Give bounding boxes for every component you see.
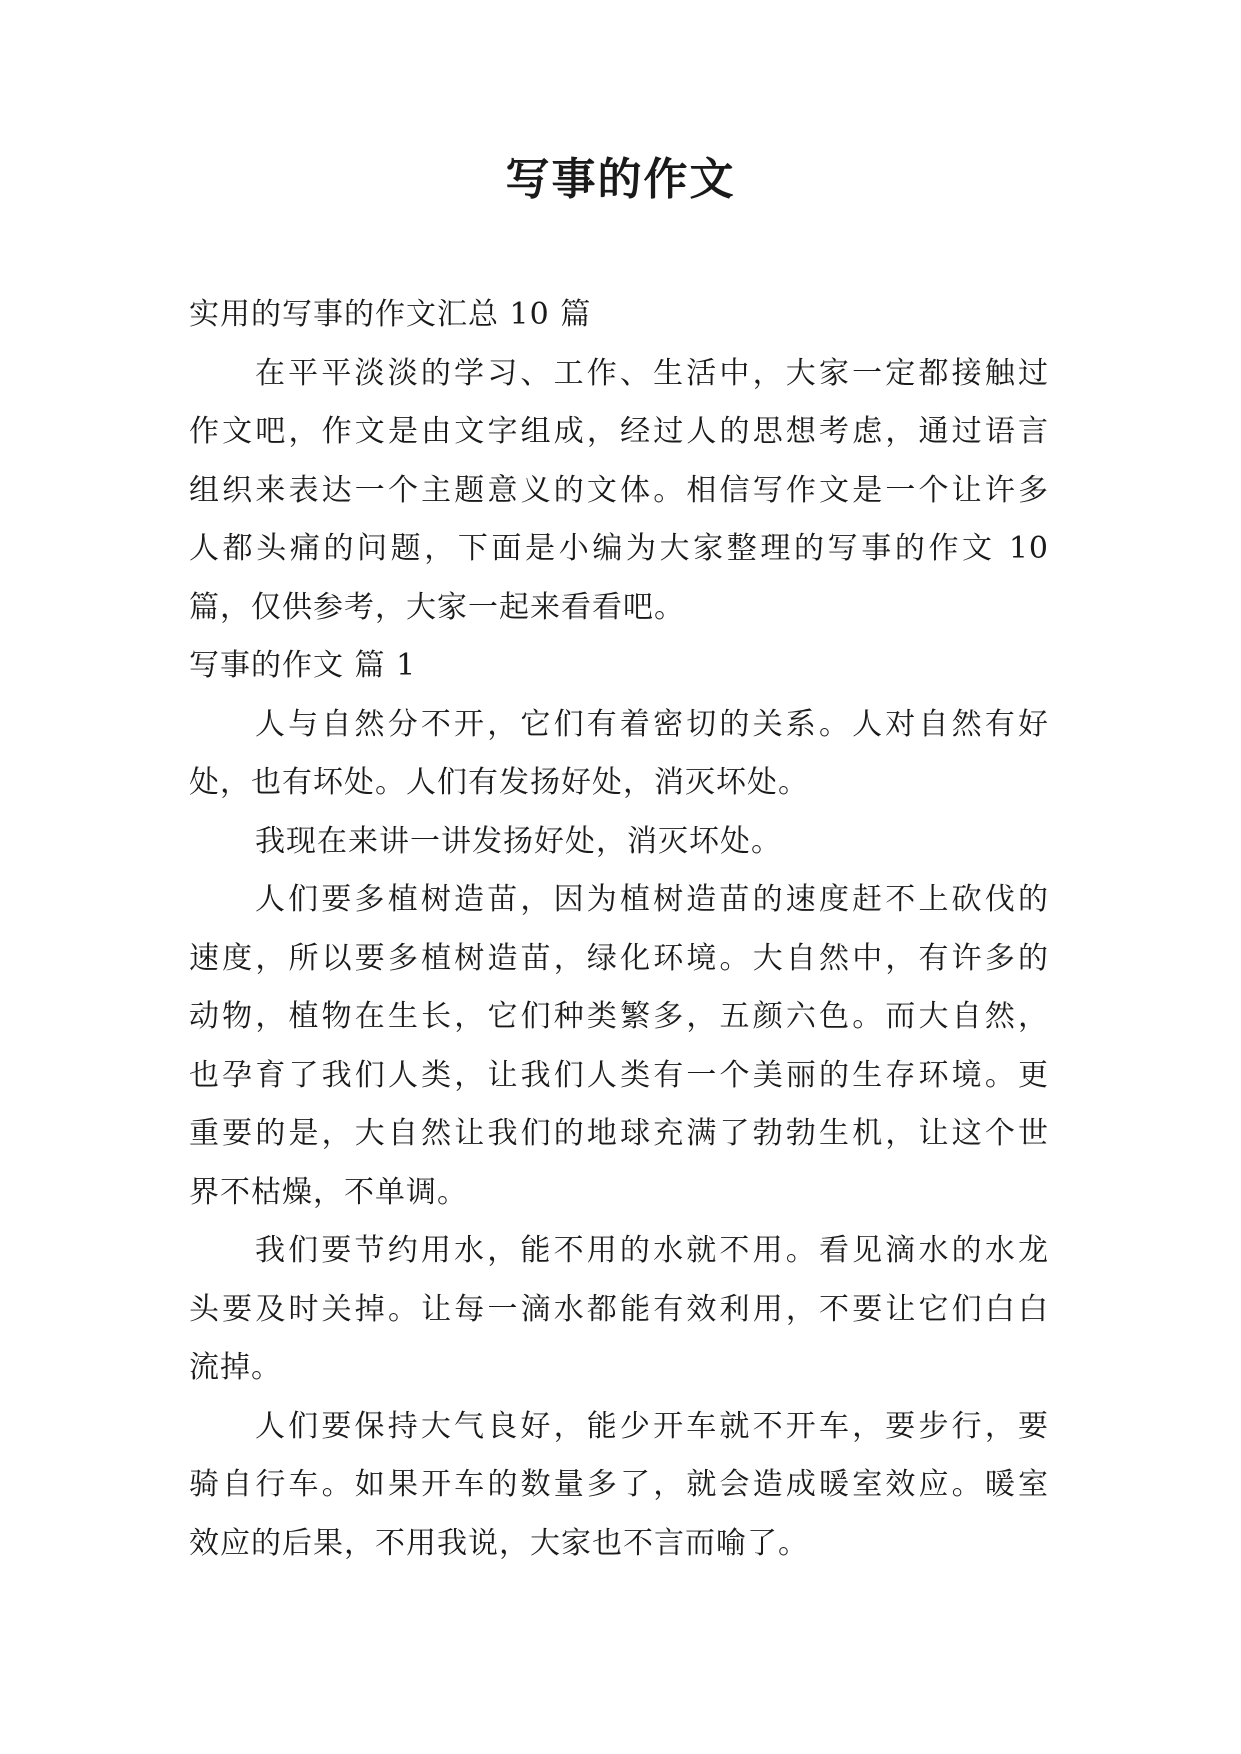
document-body xyxy=(189,286,1049,1573)
text-line: 也孕育了我们人类，让我们人类有一个美丽的生存环境。更 xyxy=(189,1057,1049,1093)
text-line: 界不枯燥，不单调。 xyxy=(189,1174,468,1210)
text-line: 组织来表达一个主题意义的文体。相信写作文是一个让许多 xyxy=(189,472,1049,508)
text-line: 重要的是，大自然让我们的地球充满了勃勃生机，让这个世 xyxy=(189,1116,1049,1151)
text-line: 在平平淡淡的学习、工作、生活中，大家一定都接触过 xyxy=(255,355,1049,391)
text-line: 动物，植物在生长，它们种类繁多，五颜六色。而大自然， xyxy=(189,999,1049,1034)
text-line: 速度，所以要多植树造苗，绿化环境。大自然中，有许多的 xyxy=(189,940,1049,976)
section-heading: 写事的作文 篇 1 xyxy=(189,648,417,683)
text-line: 人与自然分不开，它们有着密切的关系。人对自然有好 xyxy=(255,706,1049,742)
text-line: 我现在来讲一讲发扬好处，消灭坏处。 xyxy=(255,823,782,859)
text-line: 实用的写事的作文汇总 10 篇 xyxy=(189,297,592,332)
text-line: 流掉。 xyxy=(189,1350,282,1385)
text-line: 骑自行车。如果开车的数量多了，就会造成暖室效应。暖室 xyxy=(189,1467,1049,1502)
document-title: 写事的作文 xyxy=(505,154,736,205)
text-line: 效应的后果，不用我说，大家也不言而喻了。 xyxy=(189,1525,809,1561)
text-line: 篇，仅供参考，大家一起来看看吧。 xyxy=(189,589,685,625)
text-line: 人们要多植树造苗，因为植树造苗的速度赶不上砍伐的 xyxy=(255,882,1049,917)
text-line: 我们要节约用水，能不用的水就不用。看见滴水的水龙 xyxy=(255,1233,1049,1268)
text-line: 作文吧，作文是由文字组成，经过人的思想考虑，通过语言 xyxy=(189,414,1049,449)
text-line: 头要及时关掉。让每一滴水都能有效利用，不要让它们白白 xyxy=(189,1291,1049,1327)
text-line: 人都头痛的问题，下面是小编为大家整理的写事的作文 10 xyxy=(189,531,1049,566)
text-line: 处，也有坏处。人们有发扬好处，消灭坏处。 xyxy=(189,765,809,800)
text-line: 人们要保持大气良好，能少开车就不开车，要步行，要 xyxy=(255,1408,1049,1444)
